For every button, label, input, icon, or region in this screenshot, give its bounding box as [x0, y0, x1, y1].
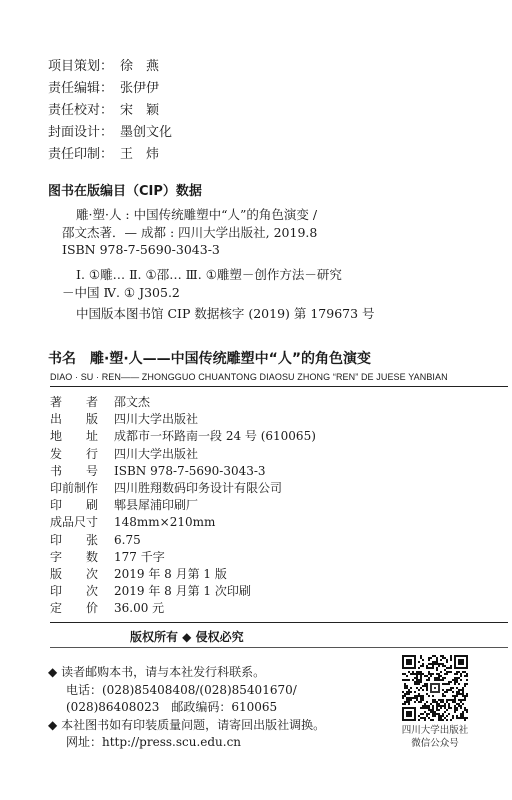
pub-row — [50, 463, 316, 480]
publication-block — [50, 394, 316, 618]
credit-value: 徐 燕 — [120, 59, 160, 74]
credit-label: 封面设计： — [48, 125, 114, 140]
pub-label: 定 价 — [50, 601, 99, 616]
pub-label: 成品尺寸 — [50, 515, 99, 530]
bullet-diamond-icon: ◆ — [48, 665, 58, 679]
credit-row — [48, 78, 172, 100]
cip-line: 邵文杰著．— 成都 : 四川大学出版社, 2019.8 — [62, 225, 318, 240]
credit-value: 墨创文化 — [120, 125, 173, 140]
pub-value: 36.00 元 — [114, 601, 165, 616]
pub-row — [50, 428, 316, 445]
pub-value: 2019 年 8 月第 1 次印刷 — [114, 584, 251, 599]
qr-caption-line: 微信公众号 — [411, 738, 459, 749]
note-text: 本社图书如有印装质量问题，请寄回出版社调换。 — [61, 717, 326, 732]
pub-label: 版 次 — [50, 567, 99, 582]
cip-line: ISBN 978-7-5690-3043-3 — [62, 242, 220, 257]
pub-label: 印 张 — [50, 532, 99, 547]
pub-row — [50, 600, 316, 617]
credit-label: 责任校对： — [48, 103, 114, 118]
pub-row — [50, 549, 316, 566]
note-item — [48, 717, 325, 735]
pub-row — [50, 566, 316, 583]
cip-class-line: Ⅰ. ①雕… Ⅱ. ①邵… Ⅲ. ①雕塑－创作方法－研究 — [76, 267, 342, 282]
pub-label: 印 次 — [50, 584, 99, 599]
pub-label: 著 者 — [50, 395, 99, 409]
cip-class-cont — [62, 284, 180, 301]
cip-class — [76, 266, 342, 283]
credit-value: 张伊伊 — [120, 81, 160, 96]
book-title-pinyin: DIAO · SU · REN—— ZHONGGUO CHUANTONG DIAOSU ZHONG “REN” DE JUESE YANBIAN — [50, 372, 448, 382]
pub-row — [50, 583, 316, 600]
credit-row — [48, 144, 172, 166]
pub-value: 6.75 — [114, 532, 141, 547]
pub-row — [50, 532, 316, 549]
credit-row — [48, 100, 172, 122]
cip-lines-cont — [62, 224, 317, 258]
qr-code-icon — [402, 655, 468, 721]
cip-lines — [76, 206, 317, 223]
pub-value: 郫县犀浦印刷厂 — [114, 498, 199, 513]
credits-block — [48, 56, 172, 166]
pub-label: 发 行 — [50, 446, 99, 461]
divider-top — [50, 386, 508, 387]
cip-heading: 图书在版编目（CIP）数据 — [48, 184, 202, 199]
credit-value: 宋 颖 — [120, 103, 160, 118]
credit-row — [48, 56, 172, 78]
pub-label: 印前制作 — [50, 481, 99, 496]
credit-label: 责任印制： — [48, 147, 114, 162]
pub-row — [50, 480, 316, 497]
credit-label: 责任编辑： — [48, 81, 114, 96]
notes-block — [48, 664, 325, 752]
pub-row — [50, 514, 316, 531]
note-phone: 电话：(028)85408408/(028)85401670/ — [66, 682, 297, 697]
pub-row — [50, 394, 316, 411]
cip-record: 中国版本图书馆 CIP 数据核字 (2019) 第 179673 号 — [76, 306, 375, 321]
credit-value: 王 炜 — [120, 147, 160, 162]
note-item — [48, 664, 325, 682]
cip-line: 雕·塑·人 : 中国传统雕塑中“人”的角色演变 / — [76, 207, 318, 222]
pub-value: 四川胜翔数码印务设计有限公司 — [114, 481, 283, 496]
pub-value: 2019 年 8 月第 1 版 — [114, 567, 227, 582]
credit-label: 项目策划： — [48, 59, 114, 74]
pub-row — [50, 497, 316, 514]
note-url: 网址：http://press.scu.edu.cn — [66, 735, 242, 749]
pub-label: 书 号 — [50, 463, 99, 478]
divider-bottom — [50, 622, 508, 623]
bullet-diamond-icon: ◆ — [48, 717, 58, 732]
pub-value: 177 千字 — [114, 549, 165, 564]
note-phone-cont: (028)86408023 邮政编码：610065 — [66, 700, 278, 714]
pub-row — [50, 411, 316, 428]
pub-row — [50, 446, 316, 463]
credit-row — [48, 122, 172, 144]
divider-rights — [50, 647, 508, 648]
qr-caption — [390, 724, 480, 750]
pub-value: 成都市一环路南一段 24 号 (610065) — [114, 429, 316, 444]
pub-value: 四川大学出版社 — [114, 412, 199, 427]
pub-value: 四川大学出版社 — [114, 446, 199, 461]
pub-label: 出 版 — [50, 412, 99, 427]
note-text: 读者邮购本书，请与本社发行科联系。 — [61, 665, 266, 679]
pub-label: 印 刷 — [50, 498, 99, 513]
pub-label: 地 址 — [50, 429, 99, 444]
rights-notice: 版权所有 ◆ 侵权必究 — [130, 630, 244, 644]
pub-value: 148mm×210mm — [114, 515, 216, 530]
book-title: 书名 雕·塑·人——中国传统雕塑中“人”的角色演变 — [48, 351, 372, 367]
pub-value: ISBN 978-7-5690-3043-3 — [114, 463, 266, 478]
qr-caption-line: 四川大学出版社 — [401, 725, 469, 736]
cip-class-line: －中国 Ⅳ. ① J305.2 — [62, 285, 180, 300]
pub-value: 邵文杰 — [114, 395, 151, 409]
pub-label: 字 数 — [50, 549, 99, 564]
